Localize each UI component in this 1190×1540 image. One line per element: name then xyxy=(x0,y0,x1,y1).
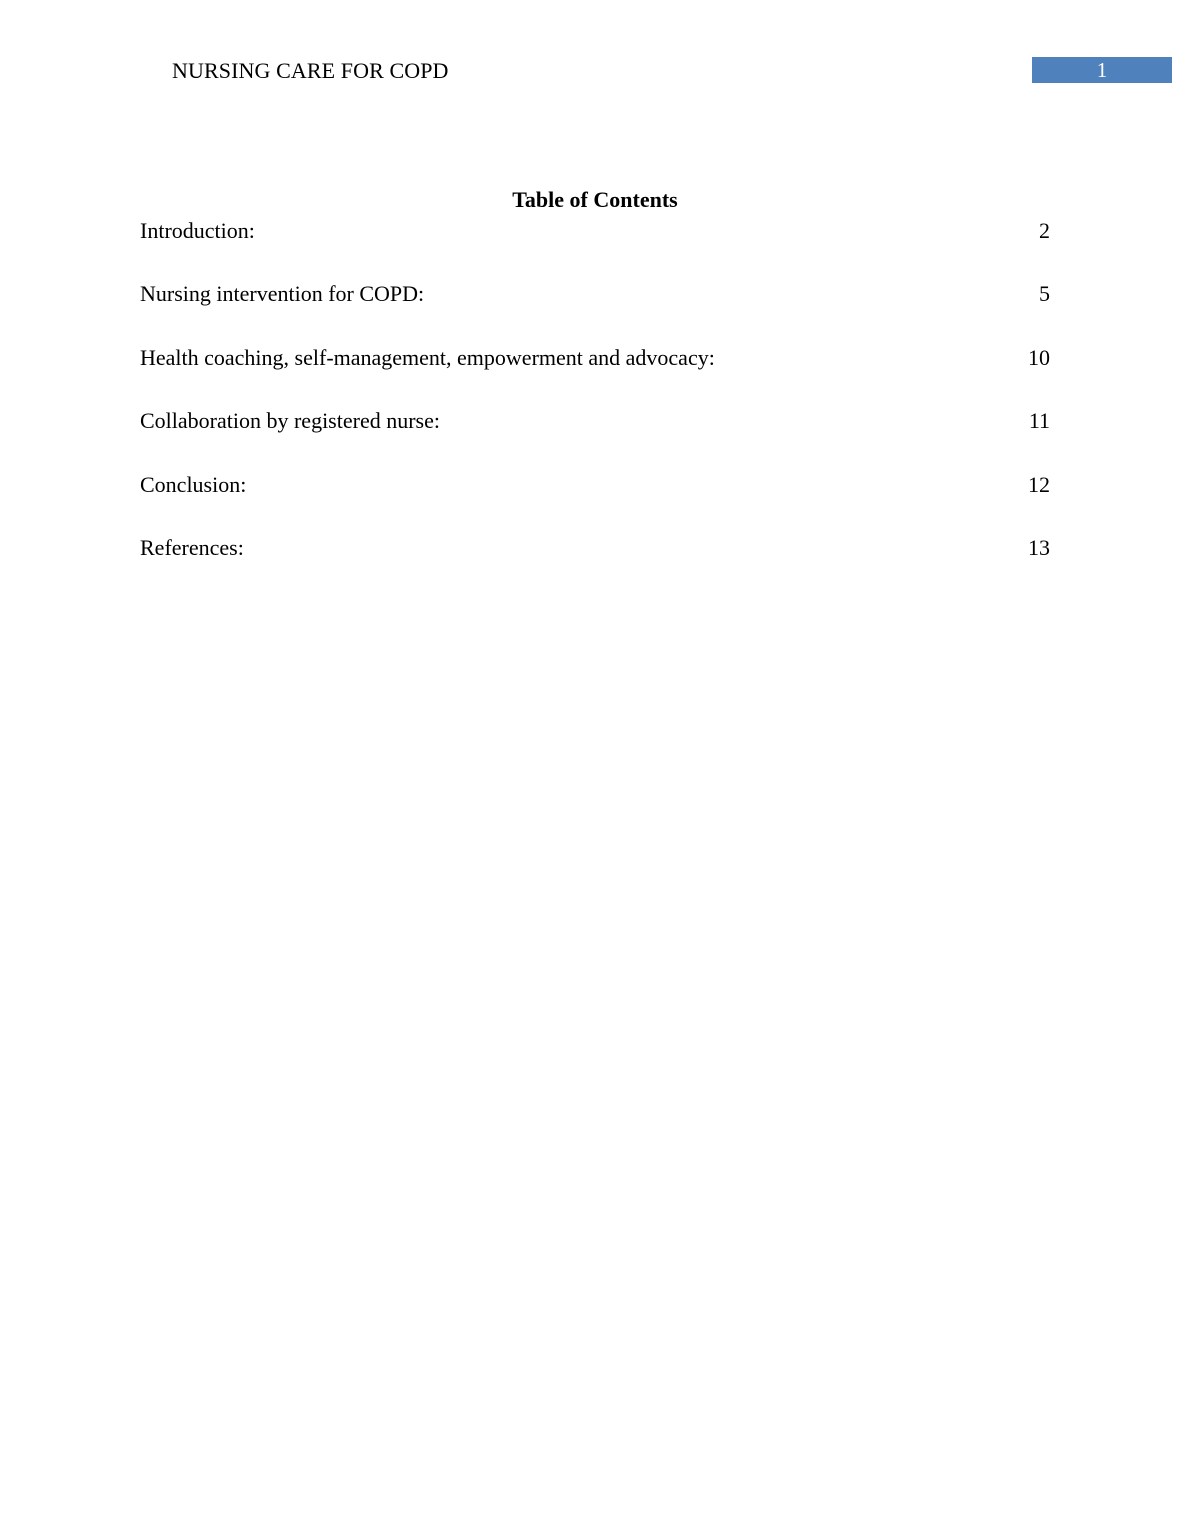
toc-entry-title: Introduction: xyxy=(140,218,255,243)
toc-entry-title: Collaboration by registered nurse: xyxy=(140,408,440,434)
toc-entry-references[interactable] xyxy=(140,534,1050,597)
toc-entry-page-number: 13 xyxy=(1028,534,1050,560)
toc-entry-page-number: 2 xyxy=(1039,218,1050,243)
toc-entry-title: References: xyxy=(140,534,244,560)
toc-entry-conclusion[interactable] xyxy=(140,471,1050,534)
toc-entry-title: Conclusion: xyxy=(140,471,247,497)
running-head: NURSING CARE FOR COPD xyxy=(172,58,449,83)
toc-entry-page-number: 10 xyxy=(1028,344,1050,370)
page-number: 1 xyxy=(1032,57,1172,83)
toc-entry-title: Health coaching, self-management, empowerment and advocacy: xyxy=(140,344,715,370)
toc-entry-page-number: 5 xyxy=(1039,281,1050,307)
toc-entry-collaboration[interactable] xyxy=(140,407,1050,470)
toc-entry-introduction[interactable] xyxy=(140,217,1050,280)
toc-entry-page-number: 11 xyxy=(1028,408,1050,434)
toc-entry-nursing-intervention[interactable] xyxy=(140,280,1050,343)
toc-entry-page-number: 12 xyxy=(1028,471,1050,497)
toc-list xyxy=(140,217,1050,597)
toc-heading: Table of Contents xyxy=(512,187,678,212)
toc-entry-title: Nursing intervention for COPD: xyxy=(140,281,425,307)
toc-entry-health-coaching[interactable] xyxy=(140,344,1050,407)
